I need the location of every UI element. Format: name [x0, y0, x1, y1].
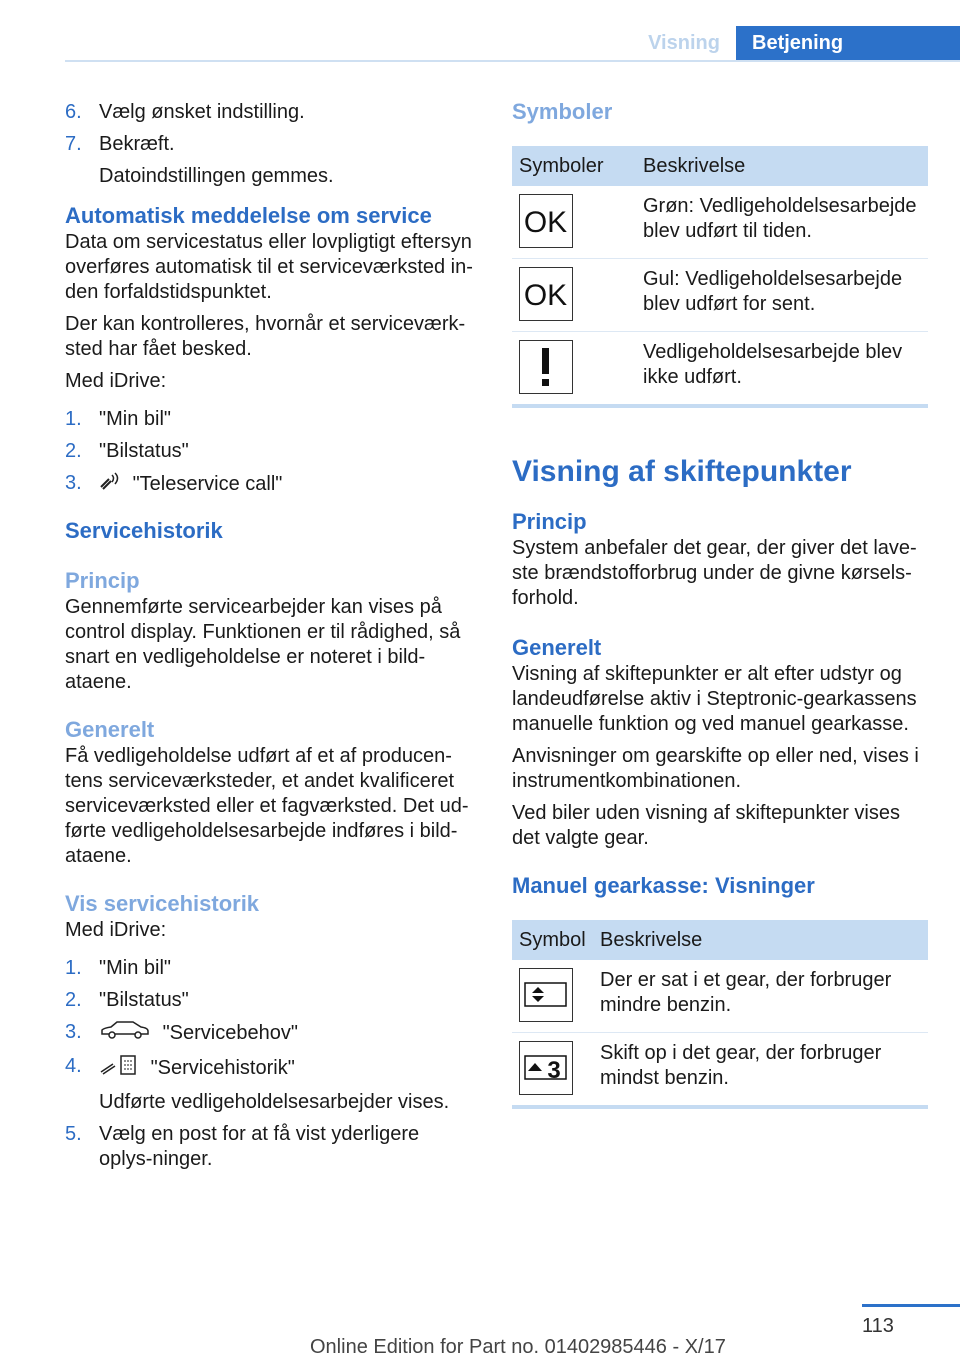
gear-symbols-table	[512, 920, 928, 1105]
step-text: "Servicebehov"	[162, 1021, 298, 1044]
symbol-cell	[512, 1033, 593, 1106]
step-number: 2.	[65, 440, 82, 462]
princip-paragraph: Gennemførte servicearbejder kan vises på control display. Funktionen er til rådighed, så snart en vedligeholdelse er noteret i bild‐ataene.	[65, 596, 461, 693]
subheading-princip: Princip	[512, 509, 587, 534]
symbol-cell	[512, 332, 636, 405]
table-header-row	[512, 146, 928, 186]
generelt-paragraph-1: Visning af skiftepunkter er alt efter udstyr og landeudførelse aktiv i Steptronic-gearkassens manuelle funktion og ved manuel gearkasse.	[512, 663, 917, 735]
step-text: "Min bil"	[99, 408, 171, 430]
column-header: Beskrivelse	[593, 920, 928, 960]
princip-paragraph: System anbefaler det gear, der giver det lave‐ste brændstofforbrug under de givne kørsels‐forhold.	[512, 537, 917, 609]
symbol-text: OK	[523, 279, 568, 312]
list-item	[65, 100, 477, 125]
symbol-cell	[512, 960, 593, 1033]
car-icon	[99, 1020, 151, 1047]
left-column	[65, 100, 477, 1179]
footer-rule	[862, 1304, 960, 1307]
auto-paragraph-1: Data om servicestatus eller lovpligtigt eftersyn overføres automatisk til et serviceværksted in‐den forfaldstidspunktet.	[65, 231, 473, 303]
section-heading-servicehistorik: Servicehistorik	[65, 518, 223, 543]
step-number: 1.	[65, 408, 82, 430]
generelt-paragraph: Få vedligeholdelse udført af et af producen‐tens serviceværksteder, et andet kvalificeret serviceværksted eller et fagværksted. Det ud‐førte vedligeholdelsesarbejde indføres i bild‐ataene.	[65, 745, 469, 867]
step-number: 1.	[65, 957, 82, 979]
generelt-paragraph-3: Ved biler uden visning af skiftepunkter vises det valgte gear.	[512, 802, 900, 849]
step-number: 3.	[65, 472, 82, 494]
subheading-vis-servicehistorik: Vis servicehistorik	[65, 891, 260, 916]
header-rule	[65, 60, 960, 62]
step-number: 4.	[65, 1055, 82, 1077]
description-cell: Vedligeholdelsesarbejde blev ikke udført.	[643, 341, 903, 388]
list-item	[65, 407, 477, 432]
step-text: Bekræft.	[99, 133, 175, 155]
step-result: Udførte vedligeholdelsesarbejder vises.	[99, 1091, 450, 1113]
subheading-manuel-gearkasse: Manuel gearkasse: Visninger	[512, 873, 815, 898]
step-number: 5.	[65, 1123, 82, 1145]
right-column	[512, 98, 928, 1109]
list-item	[65, 471, 477, 498]
list-item	[65, 956, 477, 981]
list-item	[65, 439, 477, 464]
step-text: "Min bil"	[99, 957, 171, 979]
list-item	[65, 988, 477, 1013]
list-item	[65, 1020, 477, 1047]
gear-number: 3	[547, 1057, 561, 1084]
list-item	[65, 1122, 477, 1172]
ok-yellow-icon	[519, 267, 573, 321]
step-result: Datoindstillingen gemmes.	[99, 165, 334, 187]
table-end-rule	[512, 1105, 928, 1109]
step-text: Vælg en post for at få vist yderligere oplys‐ninger.	[99, 1123, 420, 1170]
steps-c	[65, 956, 477, 1172]
tab-betjening[interactable]: Betjening	[736, 26, 960, 62]
service-history-icon	[99, 1054, 139, 1083]
step-number: 2.	[65, 989, 82, 1011]
table-header-row	[512, 920, 928, 960]
tab-visning[interactable]: Visning	[648, 32, 720, 54]
subheading-princip: Princip	[65, 568, 140, 593]
exclamation-icon	[519, 340, 573, 394]
section-heading-auto: Automatisk meddelelse om service	[65, 203, 432, 228]
list-item	[65, 1054, 477, 1115]
vis-paragraph: Med iDrive:	[65, 919, 167, 941]
symbol-cell	[512, 259, 636, 332]
gear-up-down-icon	[519, 968, 573, 1022]
description-cell: Skift op i det gear, der forbruger mindst benzin.	[600, 1042, 882, 1089]
steps-a	[65, 100, 477, 189]
description-cell: Gul: Vedligeholdelsesarbejde blev udført for sent.	[636, 259, 928, 332]
steps-b	[65, 407, 477, 498]
step-number: 7.	[65, 133, 82, 155]
gear-shift-up-icon	[519, 1041, 573, 1095]
teleservice-icon	[99, 471, 121, 498]
subheading-generelt: Generelt	[65, 717, 155, 742]
column-header: Beskrivelse	[636, 146, 928, 186]
table-row	[512, 332, 928, 405]
table-row	[512, 186, 928, 259]
table-row	[512, 1033, 928, 1106]
table-row	[512, 259, 928, 332]
step-text: "Bilstatus"	[99, 440, 189, 462]
generelt-paragraph-2: Anvisninger om gearskifte op eller ned, vises i instrumentkombinationen.	[512, 745, 919, 792]
step-text: "Servicehistorik"	[150, 1056, 295, 1079]
step-text: "Teleservice call"	[132, 472, 283, 495]
auto-paragraph-3: Med iDrive:	[65, 370, 167, 392]
description-cell: Grøn: Vedligeholdelsesarbejde blev udført til tiden.	[636, 186, 928, 259]
edition-note: Online Edition for Part no. 01402985446 - X/17	[310, 1336, 726, 1358]
step-text: Vælg ønsket indstilling.	[99, 101, 305, 123]
page-number: 113	[862, 1315, 894, 1337]
table-row	[512, 960, 928, 1033]
list-item	[65, 132, 477, 189]
column-header: Symboler	[512, 146, 636, 186]
symbols-table	[512, 146, 928, 404]
heading-symboler: Symboler	[512, 99, 613, 124]
ok-green-icon	[519, 194, 573, 248]
step-text: "Bilstatus"	[99, 989, 189, 1011]
symbol-text: OK	[523, 206, 568, 239]
description-cell: Der er sat i et gear, der forbruger mindre benzin.	[593, 960, 928, 1033]
subheading-generelt: Generelt	[512, 635, 602, 660]
column-header: Symbol	[512, 920, 593, 960]
heading-visning-af-skiftepunkter: Visning af skiftepunkter	[512, 455, 852, 488]
step-number: 3.	[65, 1021, 82, 1043]
step-number: 6.	[65, 101, 82, 123]
symbol-cell	[512, 186, 636, 259]
auto-paragraph-2: Der kan kontrolleres, hvornår et serviceværk‐sted har fået besked.	[65, 313, 466, 360]
